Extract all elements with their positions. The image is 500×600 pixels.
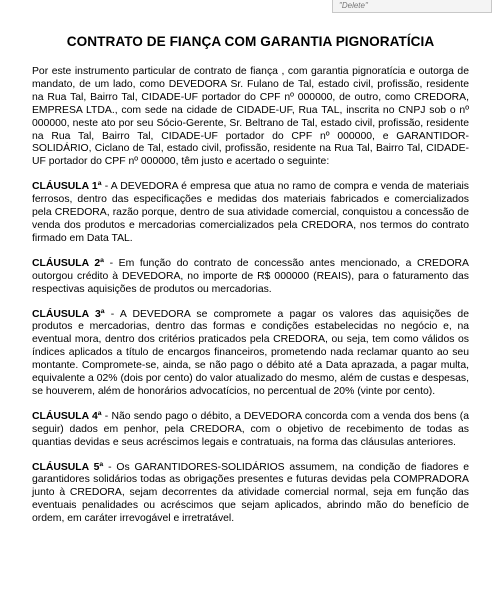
clause-2: [32, 258, 469, 297]
clause-text: - Os GARANTIDORES-SOLIDÁRIOS assumem, na condição de fiadores e garantidores solidários todas as obrigações presentes e futuras devidas pela COMPRADORA junto à CREDORA, sejam decorrentes da atividade comercial normal, seja em função das eventuais penalidades ou acréscimos que sejam aplicados, abrindo mão do benefício de ordem, em caráter irrevogável e irretratável.: [32, 461, 469, 525]
clause-label: CLÁUSULA 5ª: [32, 461, 104, 473]
clause-4: [32, 411, 469, 450]
clause-text: - A DEVEDORA se compromete a pagar os valores das aquisições de produtos e mercadorias, dentro das formas e condições estabelecidas no negócio e, na eventual mora, dentro dos critérios praticados pela CREDORA, ou seja, tem como válidos os índices aplicados a título de encargos financeiros, prometendo nada reclamar quanto ao seu montante. Compromete-se, ainda, se não pago o débito até a Data aprazada, a pagar multa, equivalente a 02% (dois por cento) do valor atualizado do mesmo, além de custas e despesas, se houverem, além de honorários advocatícios, no percentual de 20% (vinte por cento).: [32, 308, 469, 397]
document-title: CONTRATO DE FIANÇA COM GARANTIA PIGNORATÍCIA: [66, 34, 435, 49]
clause-5: [32, 462, 469, 527]
clause-label: CLÁUSULA 2ª: [32, 257, 104, 269]
clause-text: - Em função do contrato de concessão antes mencionado, a CREDORA outorgou crédito à DEVEDORA, no importe de R$ 000000 (REAIS), para o faturamento das respectivas aquisições de produtos ou mercadorias.: [32, 257, 469, 295]
clause-1: [32, 181, 469, 246]
contract-document: [32, 34, 469, 538]
intro-paragraph: Por este instrumento particular de contrato de fiança , com garantia pignoratícia e outorga de mandato, de um lado, como DEVEDORA Sr. Fulano de Tal, estado civil, profissão, residente na Rua Tal, Bairro Tal, CIDADE-UF portador do CPF nº 000000, de outro, como CREDORA, EMPRESA LTDA., com sede na cidade de CIDADE-UF, Rua TAL, inscrita no CNPJ sob o nº 000000, neste ato por seu Sócio-Gerente, Sr. Beltrano de Tal, estado civil, profissão, residente na Rua Tal, Bairro Tal, CIDADE-UF portador do CPF nº 000000, e GARANTIDOR-SOLIDÁRIO, Ciclano de Tal, estado civil, profissão, residente na Rua Tal, Bairro Tal, CIDADE-UF portador do CPF nº 000000, têm justo e acertado o seguinte:: [32, 66, 469, 168]
clause-label: CLÁUSULA 4ª: [32, 410, 102, 422]
clause-label: CLÁUSULA 3ª: [32, 308, 105, 320]
clause-text: - Não sendo pago o débito, a DEVEDORA concorda com a venda dos bens (a seguir) dados em penhor, pela CREDORA, com o objetivo de recebimento de todas as quantias devidas e seus acréscimos legais e contratuais, na forma das cláusulas anteriores.: [32, 410, 469, 448]
clause-text: - A DEVEDORA é empresa que atua no ramo de compra e venda de materiais ferrosos, dentro das especificações e medidas dos materiais fabricados e comercializados pela CREDORA, razão porque, dentro de sua atividade comercial, conquistou a concessão de venda dos produtos e mercadorias comercializados pela CREDORA, nos termos do contrato firmado em Data TAL.: [32, 181, 469, 244]
delete-note: "Delete": [332, 0, 492, 13]
clause-label: CLÁUSULA 1ª: [32, 181, 102, 193]
clause-3: [32, 309, 469, 399]
